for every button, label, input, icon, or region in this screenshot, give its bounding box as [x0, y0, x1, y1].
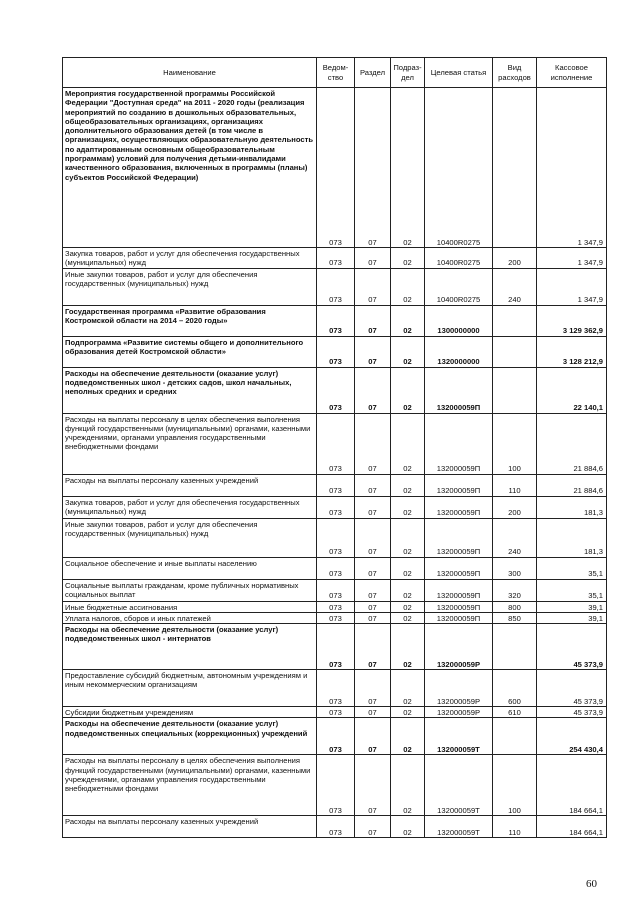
- row-amount: 45 373,9: [537, 624, 607, 670]
- row-vedomstvo: 073: [317, 624, 355, 670]
- row-razdel: 07: [355, 336, 391, 367]
- table-row: [63, 496, 607, 518]
- table-row: [63, 474, 607, 496]
- table-row: [63, 88, 607, 248]
- row-vedomstvo: 073: [317, 557, 355, 579]
- row-target-article: 132000059П: [425, 601, 493, 612]
- row-vedomstvo: 073: [317, 612, 355, 623]
- row-vedomstvo: 073: [317, 336, 355, 367]
- row-vedomstvo: 073: [317, 816, 355, 838]
- row-podrazdel: 02: [391, 612, 425, 623]
- row-expense-type: 610: [493, 707, 537, 718]
- header-name: Наименование: [63, 58, 317, 88]
- row-name: Закупка товаров, работ и услуг для обеспечения государственных (муниципальных) нужд: [63, 248, 317, 269]
- row-razdel: 07: [355, 88, 391, 248]
- row-expense-type: 100: [493, 755, 537, 816]
- row-vedomstvo: 073: [317, 413, 355, 474]
- row-expense-type: [493, 718, 537, 755]
- header-expense-type: Вид расходов: [493, 58, 537, 88]
- row-expense-type: [493, 367, 537, 413]
- row-vedomstvo: 073: [317, 474, 355, 496]
- row-razdel: 07: [355, 579, 391, 601]
- row-expense-type: 200: [493, 248, 537, 269]
- row-target-article: 10400R0275: [425, 88, 493, 248]
- row-amount: 39,1: [537, 601, 607, 612]
- row-expense-type: 850: [493, 612, 537, 623]
- row-expense-type: [493, 624, 537, 670]
- row-target-article: 132000059Р: [425, 624, 493, 670]
- row-amount: 45 373,9: [537, 707, 607, 718]
- row-target-article: 1320000000: [425, 336, 493, 367]
- row-podrazdel: 02: [391, 367, 425, 413]
- row-target-article: 132000059П: [425, 557, 493, 579]
- row-amount: 22 140,1: [537, 367, 607, 413]
- row-expense-type: 100: [493, 413, 537, 474]
- row-razdel: 07: [355, 624, 391, 670]
- row-name: Иные бюджетные ассигнования: [63, 601, 317, 612]
- row-amount: 181,3: [537, 518, 607, 557]
- row-vedomstvo: 073: [317, 579, 355, 601]
- row-target-article: 10400R0275: [425, 268, 493, 305]
- table-row: [63, 718, 607, 755]
- table-row: [63, 336, 607, 367]
- row-target-article: 132000059П: [425, 474, 493, 496]
- row-amount: 39,1: [537, 612, 607, 623]
- row-name: Расходы на выплаты персоналу казенных учреждений: [63, 816, 317, 838]
- row-razdel: 07: [355, 816, 391, 838]
- table-row: [63, 248, 607, 269]
- row-vedomstvo: 073: [317, 601, 355, 612]
- row-expense-type: 240: [493, 268, 537, 305]
- table-row: [63, 612, 607, 623]
- row-expense-type: [493, 88, 537, 248]
- row-vedomstvo: 073: [317, 305, 355, 336]
- row-name: Социальное обеспечение и иные выплаты населению: [63, 557, 317, 579]
- row-razdel: 07: [355, 413, 391, 474]
- row-amount: 35,1: [537, 557, 607, 579]
- row-razdel: 07: [355, 496, 391, 518]
- row-razdel: 07: [355, 755, 391, 816]
- row-expense-type: [493, 305, 537, 336]
- row-expense-type: 110: [493, 474, 537, 496]
- row-name: Расходы на обеспечение деятельности (оказание услуг) подведомственных школ - интернатов: [63, 624, 317, 670]
- header-target-article: Целевая статья: [425, 58, 493, 88]
- row-name: Иные закупки товаров, работ и услуг для обеспечения государственных (муниципальных) нужд: [63, 268, 317, 305]
- row-podrazdel: 02: [391, 413, 425, 474]
- row-target-article: 132000059П: [425, 496, 493, 518]
- row-name: Закупка товаров, работ и услуг для обеспечения государственных (муниципальных) нужд: [63, 496, 317, 518]
- row-expense-type: 800: [493, 601, 537, 612]
- row-vedomstvo: 073: [317, 707, 355, 718]
- row-razdel: 07: [355, 248, 391, 269]
- row-podrazdel: 02: [391, 336, 425, 367]
- row-amount: 3 128 212,9: [537, 336, 607, 367]
- row-amount: 254 430,4: [537, 718, 607, 755]
- table-row: [63, 601, 607, 612]
- row-podrazdel: 02: [391, 707, 425, 718]
- row-podrazdel: 02: [391, 601, 425, 612]
- row-razdel: 07: [355, 707, 391, 718]
- row-podrazdel: 02: [391, 248, 425, 269]
- row-amount: 1 347,9: [537, 88, 607, 248]
- row-vedomstvo: 073: [317, 268, 355, 305]
- row-podrazdel: 02: [391, 268, 425, 305]
- row-vedomstvo: 073: [317, 88, 355, 248]
- row-name: Уплата налогов, сборов и иных платежей: [63, 612, 317, 623]
- row-name: Подпрограмма «Развитие системы общего и дополнительного образования детей Костромской области»: [63, 336, 317, 367]
- row-expense-type: 240: [493, 518, 537, 557]
- table-header-row: [63, 58, 607, 88]
- row-razdel: 07: [355, 557, 391, 579]
- row-podrazdel: 02: [391, 755, 425, 816]
- row-target-article: 132000059П: [425, 579, 493, 601]
- row-target-article: 132000059П: [425, 367, 493, 413]
- table-row: [63, 367, 607, 413]
- row-target-article: 132000059П: [425, 413, 493, 474]
- row-podrazdel: 02: [391, 496, 425, 518]
- row-name: Иные закупки товаров, работ и услуг для обеспечения государственных (муниципальных) нужд: [63, 518, 317, 557]
- table-row: [63, 557, 607, 579]
- row-target-article: 132000059Р: [425, 707, 493, 718]
- row-expense-type: 600: [493, 670, 537, 707]
- row-podrazdel: 02: [391, 718, 425, 755]
- row-name: Государственная программа «Развитие образования Костромской области на 2014 – 2020 годы»: [63, 305, 317, 336]
- row-razdel: 07: [355, 367, 391, 413]
- row-name: Предоставление субсидий бюджетным, автономным учреждениям и иным некоммерческим организациям: [63, 670, 317, 707]
- row-razdel: 07: [355, 305, 391, 336]
- row-target-article: 132000059Т: [425, 718, 493, 755]
- row-target-article: 132000059П: [425, 612, 493, 623]
- table-row: [63, 579, 607, 601]
- row-name: Мероприятия государственной программы Российской Федерации "Доступная среда" на 2011 - 2020 годы (реализация мероприятий по созданию в дошкольных образовательных, общеобразовательных организациях, организациях дополнительного образования детей (в том числе в организациях, осуществляющих образовательную деятельность по адаптированным основным общеобразовательным программам) условий для получения детьми-инвалидами качественного образования, включенных в программы (планы) субъектов Российской Федерации): [63, 88, 317, 248]
- row-amount: 1 347,9: [537, 248, 607, 269]
- row-vedomstvo: 073: [317, 718, 355, 755]
- row-razdel: 07: [355, 474, 391, 496]
- row-target-article: 132000059Т: [425, 755, 493, 816]
- row-razdel: 07: [355, 612, 391, 623]
- row-name: Социальные выплаты гражданам, кроме публичных нормативных социальных выплат: [63, 579, 317, 601]
- row-amount: 21 884,6: [537, 474, 607, 496]
- row-amount: 21 884,6: [537, 413, 607, 474]
- table-row: [63, 670, 607, 707]
- row-podrazdel: 02: [391, 670, 425, 707]
- row-target-article: 1300000000: [425, 305, 493, 336]
- row-razdel: 07: [355, 670, 391, 707]
- row-target-article: 132000059П: [425, 518, 493, 557]
- row-amount: 35,1: [537, 579, 607, 601]
- table-row: [63, 518, 607, 557]
- row-expense-type: [493, 336, 537, 367]
- row-name: Расходы на обеспечение деятельности (оказание услуг) подведомственных специальных (коррекционных) учреждений: [63, 718, 317, 755]
- budget-table: [62, 57, 607, 838]
- row-podrazdel: 02: [391, 474, 425, 496]
- row-name: Расходы на выплаты персоналу казенных учреждений: [63, 474, 317, 496]
- table-row: [63, 413, 607, 474]
- row-target-article: 10400R0275: [425, 248, 493, 269]
- header-cash-execution: Кассовое исполнение: [537, 58, 607, 88]
- row-razdel: 07: [355, 268, 391, 305]
- row-amount: 1 347,9: [537, 268, 607, 305]
- row-expense-type: 110: [493, 816, 537, 838]
- row-podrazdel: 02: [391, 88, 425, 248]
- table-row: [63, 707, 607, 718]
- row-target-article: 132000059Р: [425, 670, 493, 707]
- row-amount: 181,3: [537, 496, 607, 518]
- row-name: Субсидии бюджетным учреждениям: [63, 707, 317, 718]
- row-razdel: 07: [355, 518, 391, 557]
- table-row: [63, 755, 607, 816]
- header-vedomstvo: Ведом-ство: [317, 58, 355, 88]
- page-number: 60: [586, 878, 597, 890]
- row-vedomstvo: 073: [317, 670, 355, 707]
- row-target-article: 132000059Т: [425, 816, 493, 838]
- row-vedomstvo: 073: [317, 496, 355, 518]
- row-name: Расходы на выплаты персоналу в целях обеспечения выполнения функций государственными (муниципальными) органами, казенными учреждениями, органами управления государственными внебюджетными фондами: [63, 755, 317, 816]
- row-podrazdel: 02: [391, 624, 425, 670]
- row-expense-type: 300: [493, 557, 537, 579]
- row-podrazdel: 02: [391, 557, 425, 579]
- row-podrazdel: 02: [391, 305, 425, 336]
- row-name: Расходы на обеспечение деятельности (оказание услуг) подведомственных школ - детских садов, школ начальных, неполных средних и средних: [63, 367, 317, 413]
- row-podrazdel: 02: [391, 816, 425, 838]
- table-row: [63, 268, 607, 305]
- header-podrazdel: Подраз-дел: [391, 58, 425, 88]
- row-vedomstvo: 073: [317, 518, 355, 557]
- row-amount: 184 664,1: [537, 755, 607, 816]
- row-podrazdel: 02: [391, 518, 425, 557]
- row-razdel: 07: [355, 601, 391, 612]
- row-expense-type: 200: [493, 496, 537, 518]
- row-vedomstvo: 073: [317, 367, 355, 413]
- row-vedomstvo: 073: [317, 248, 355, 269]
- row-amount: 184 664,1: [537, 816, 607, 838]
- row-amount: 45 373,9: [537, 670, 607, 707]
- table-row: [63, 305, 607, 336]
- table-row: [63, 624, 607, 670]
- row-vedomstvo: 073: [317, 755, 355, 816]
- row-expense-type: 320: [493, 579, 537, 601]
- row-name: Расходы на выплаты персоналу в целях обеспечения выполнения функций государственными (муниципальными) органами, казенными учреждениями, органами управления государственными внебюджетными фондами: [63, 413, 317, 474]
- row-razdel: 07: [355, 718, 391, 755]
- table-row: [63, 816, 607, 838]
- row-amount: 3 129 362,9: [537, 305, 607, 336]
- row-podrazdel: 02: [391, 579, 425, 601]
- header-razdel: Раздел: [355, 58, 391, 88]
